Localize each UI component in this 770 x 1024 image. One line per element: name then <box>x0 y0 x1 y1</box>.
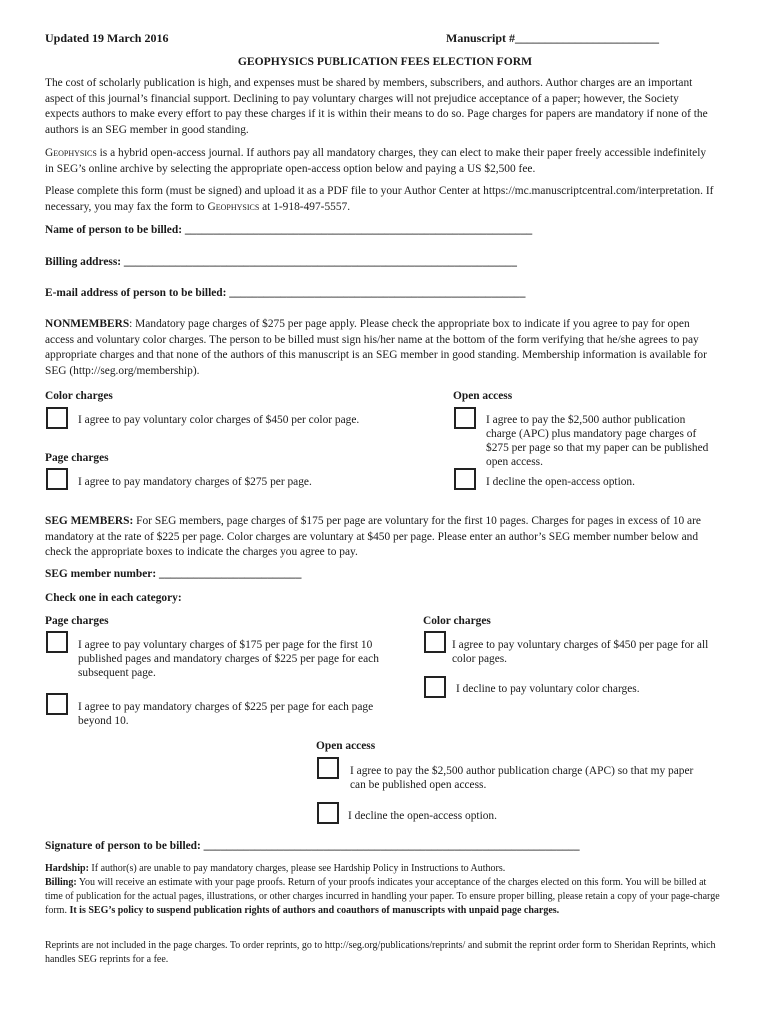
manuscript-number-field[interactable]: Manuscript #________________________ <box>446 31 659 45</box>
upload-paragraph <box>45 184 715 215</box>
billing-address-field[interactable]: Billing address: _____________________________________________________________________ <box>45 256 517 268</box>
email-field[interactable]: E-mail address of person to be billed: ____________________________________________________ <box>45 287 526 299</box>
member-color-opt2-checkbox[interactable] <box>424 676 446 698</box>
journal-name: Geophysics <box>207 200 260 213</box>
member-oa-opt2-checkbox[interactable] <box>317 802 339 824</box>
upload-text: Please complete this form (must be signed) and upload it as a PDF file to your Author Center at https://mc.manuscriptcentral.com/interpretation. If necessary, you may fax the form to <box>45 185 714 213</box>
member-page-opt2: I agree to pay mandatory charges of $225 per page for each page beyond 10. <box>78 701 374 727</box>
member-oa-opt1: I agree to pay the $2,500 author publication charge (APC) so that my paper can be published open access. <box>350 765 694 791</box>
open-access-text: is a hybrid open-access journal. If authors pay all mandatory charges, they can elect to make their paper freely accessible indefinitely in SEG’s online archive by selecting the appropriate open-access option below and paying a US $2,500 fee. <box>45 147 707 175</box>
nonmember-color-option: I agree to pay voluntary color charges of $450 per color page. <box>78 414 360 426</box>
nonmember-page-checkbox[interactable] <box>46 468 68 490</box>
hardship-note <box>45 862 725 876</box>
member-oa-opt2: I decline the open-access option. <box>348 810 497 822</box>
member-color-heading: Color charges <box>423 615 491 627</box>
hardship-text: If author(s) are unable to pay mandatory charges, please see Hardship Policy in Instructions to Authors. <box>88 863 506 874</box>
member-page-heading: Page charges <box>45 615 109 627</box>
members-paragraph <box>45 514 715 561</box>
nonmembers-text: : Mandatory page charges of $275 per page apply. Please check the appropriate box to indicate if you agree to pay for open access and voluntary color charges. The person to be billed must sign his/her name at the bottom of the form verifying that he/she agrees to pay appropriate charges and that none of the authors of this manuscript is an SEG member in good standing. Membership information is available for SEG (http://seg.org/membership). <box>45 318 707 377</box>
billing-note <box>45 876 725 918</box>
fax-text: at 1-918-497-5557. <box>259 200 351 213</box>
nonmember-oa-agree-option: I agree to pay the $2,500 author publication charge (APC) plus mandatory page charges of $275 per page so that my paper can be published open access. <box>486 414 709 468</box>
updated-date: Updated 19 March 2016 <box>45 31 169 45</box>
member-color-opt1-checkbox[interactable] <box>424 631 446 653</box>
nonmember-oa-decline-option: I decline the open-access option. <box>486 476 635 488</box>
member-oa-heading: Open access <box>316 740 376 752</box>
billing-policy: It is SEG’s policy to suspend publication rights of authors and coauthors of manuscripts with unpaid page charges. <box>69 905 560 916</box>
name-field[interactable]: Name of person to be billed: _____________________________________________________________ <box>45 224 533 236</box>
member-page-opt2-checkbox[interactable] <box>46 693 68 715</box>
nonmember-oa-heading: Open access <box>453 390 513 402</box>
form-title: GEOPHYSICS PUBLICATION FEES ELECTION FORM <box>237 55 533 68</box>
signature-field[interactable]: Signature of person to be billed: __________________________________________________________________ <box>45 840 580 852</box>
nonmembers-lead: NONMEMBERS <box>45 318 130 330</box>
member-number-field[interactable]: SEG member number: _________________________ <box>45 568 302 580</box>
nonmember-page-option: I agree to pay mandatory charges of $275 per page. <box>78 476 312 488</box>
billing-label: Billing: <box>45 877 77 888</box>
hardship-label: Hardship: <box>45 863 89 874</box>
intro-paragraph: The cost of scholarly publication is high, and expenses must be shared by members, subscribers, and authors. Author charges are an important aspect of this journal’s financial support. Declining to pay voluntary charges will not prejudice acceptance of a paper; however, the Society expects authors to make every effort to pay these charges if it is within their means to do so. Page charges for papers are mandatory if none of the authors is an SEG member in good standing. <box>45 77 708 136</box>
check-one-instruction: Check one in each category: <box>45 592 182 604</box>
member-oa-opt1-checkbox[interactable] <box>317 757 339 779</box>
nonmember-color-checkbox[interactable] <box>46 407 68 429</box>
members-text: For SEG members, page charges of $175 per page are voluntary for the first 10 pages. Charges for pages in excess of 10 are mandatory at the rate of $225 per page. Color charges are voluntary at $450 per page. Please enter an author’s SEG member number below and check the appropriate boxes to indicate the charges you agree to pay. <box>45 515 701 558</box>
members-lead: SEG MEMBERS: <box>45 515 134 527</box>
member-page-opt1-checkbox[interactable] <box>46 631 68 653</box>
member-color-opt2: I decline to pay voluntary color charges. <box>456 683 640 695</box>
billing-text: You will receive an estimate with your page proofs. Return of your proofs indicates your acceptance of the charges elected on this form. You will be billed at time of publication for the actual pages, illustrations, or other charges incurred in handling your paper. To ensure proper billing, please retain a copy of your page-charge form. <box>45 877 720 916</box>
journal-name: Geophysics <box>45 147 97 159</box>
open-access-paragraph <box>45 146 715 177</box>
nonmember-page-heading: Page charges <box>45 452 109 464</box>
member-color-opt1: I agree to pay voluntary charges of $450 per page for all color pages. <box>452 639 709 665</box>
member-page-opt1: I agree to pay voluntary charges of $175 per page for the first 10 published pages and mandatory charges of $225 per page for each subsequent page. <box>78 639 379 679</box>
nonmember-oa-decline-checkbox[interactable] <box>454 468 476 490</box>
reprints-note: Reprints are not included in the page charges. To order reprints, go to http://seg.org/publications/reprints/ and submit the reprint order form to Sheridan Reprints, which handles SEG reprints for a fee. <box>45 940 716 965</box>
nonmembers-paragraph <box>45 317 715 379</box>
nonmember-color-heading: Color charges <box>45 390 113 402</box>
nonmember-oa-agree-checkbox[interactable] <box>454 407 476 429</box>
